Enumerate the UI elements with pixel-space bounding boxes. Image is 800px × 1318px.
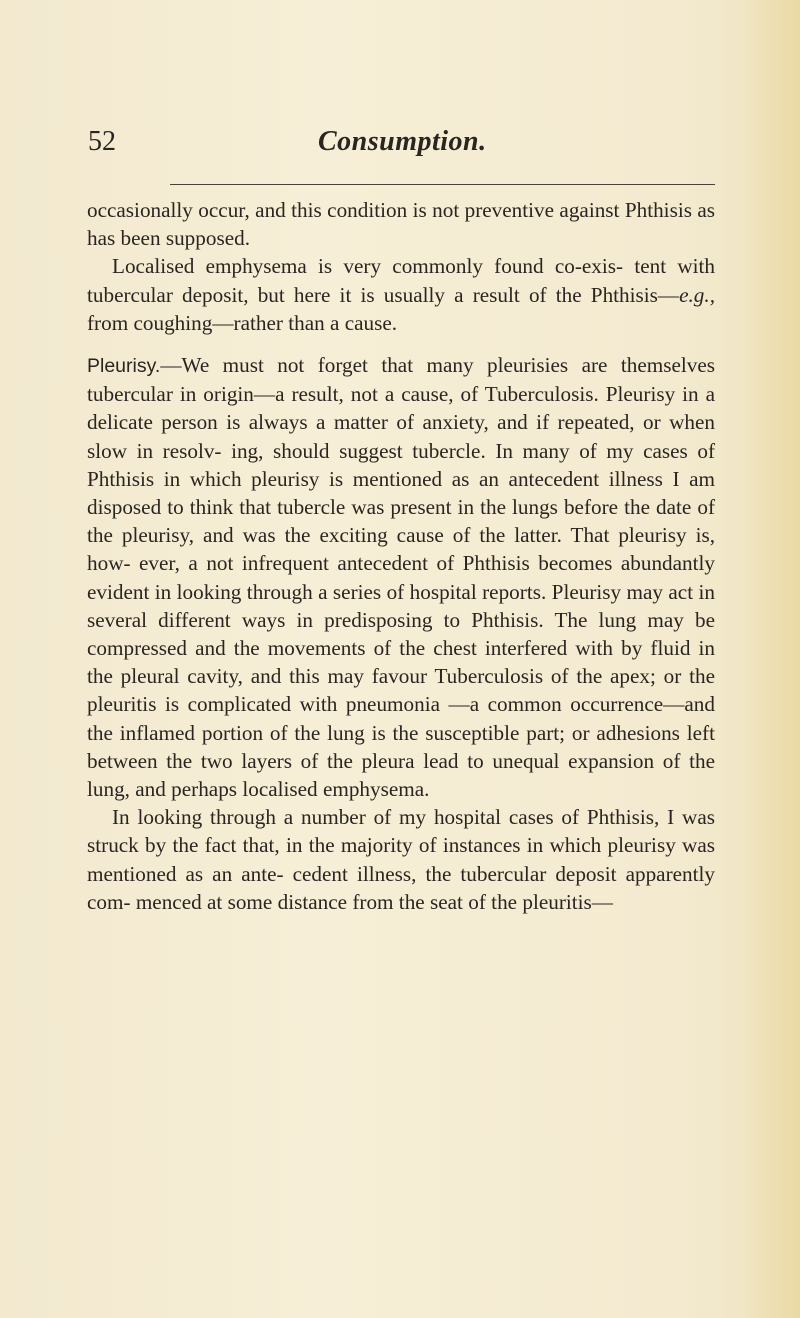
section-heading-pleurisy: Pleurisy.: [87, 355, 161, 378]
paragraph-2: [87, 252, 715, 337]
running-title: Consumption.: [318, 126, 487, 157]
paragraph-3-text: —We must not forget that many pleurisies are themselves tubercular in origin—a result, not a cause, of Tuberculosis. Pleurisy in a delicate person is always a matter of anxiety, and if repeated, or when slow in resolv- ing, should suggest tubercle. In many of my cases of Phthisis in which pleurisy is mentioned as an antecedent illness I am disposed to think that tubercle was present in the lungs before the date of the pleurisy, and was the exciting cause of the latter. That pleurisy is, how- ever, a not infrequent antecedent of Phthisis becomes abundantly evident in looking through a series of hospital reports. Pleurisy may act in several different ways in predisposing to Phthisis. The lung may be compressed and the movements of the chest interfered with by fluid in the pleural cavity, and this may favour Tuberculosis of the apex; or the pleuritis is complicated with pneumonia —a common occurrence—and the inflamed portion of the lung is the susceptible part; or adhesions left between the two layers of the pleura lead to unequal expansion of the lung, and perhaps localised emphysema.: [87, 353, 715, 802]
paragraph-3: [87, 351, 715, 803]
paragraph-1: occasionally occur, and this condition is not preventive against Phthisis as has been supposed.: [87, 198, 715, 251]
paragraph-2-text-end: from coughing—rather than a cause.: [87, 310, 398, 335]
page-edge-shading: [740, 0, 800, 1318]
paragraph-2-italic: e.g.,: [679, 282, 715, 307]
body-text: [87, 196, 715, 916]
paragraph-2-text-start: Localised emphysema is very commonly found co-exis- tent with tubercular deposit, but here it is usually a result of the Phthisis—: [87, 254, 715, 307]
paragraph-4: In looking through a number of my hospital cases of Phthisis, I was struck by the fact that, in the majority of instances in which pleurisy was mentioned as an ante- cedent illness, the tubercular deposit apparently com- menced at some distance from the seat of the pleuritis—: [87, 805, 715, 914]
header-rule: [170, 184, 715, 185]
page-header: [88, 126, 713, 166]
page-number: 52: [88, 126, 116, 157]
